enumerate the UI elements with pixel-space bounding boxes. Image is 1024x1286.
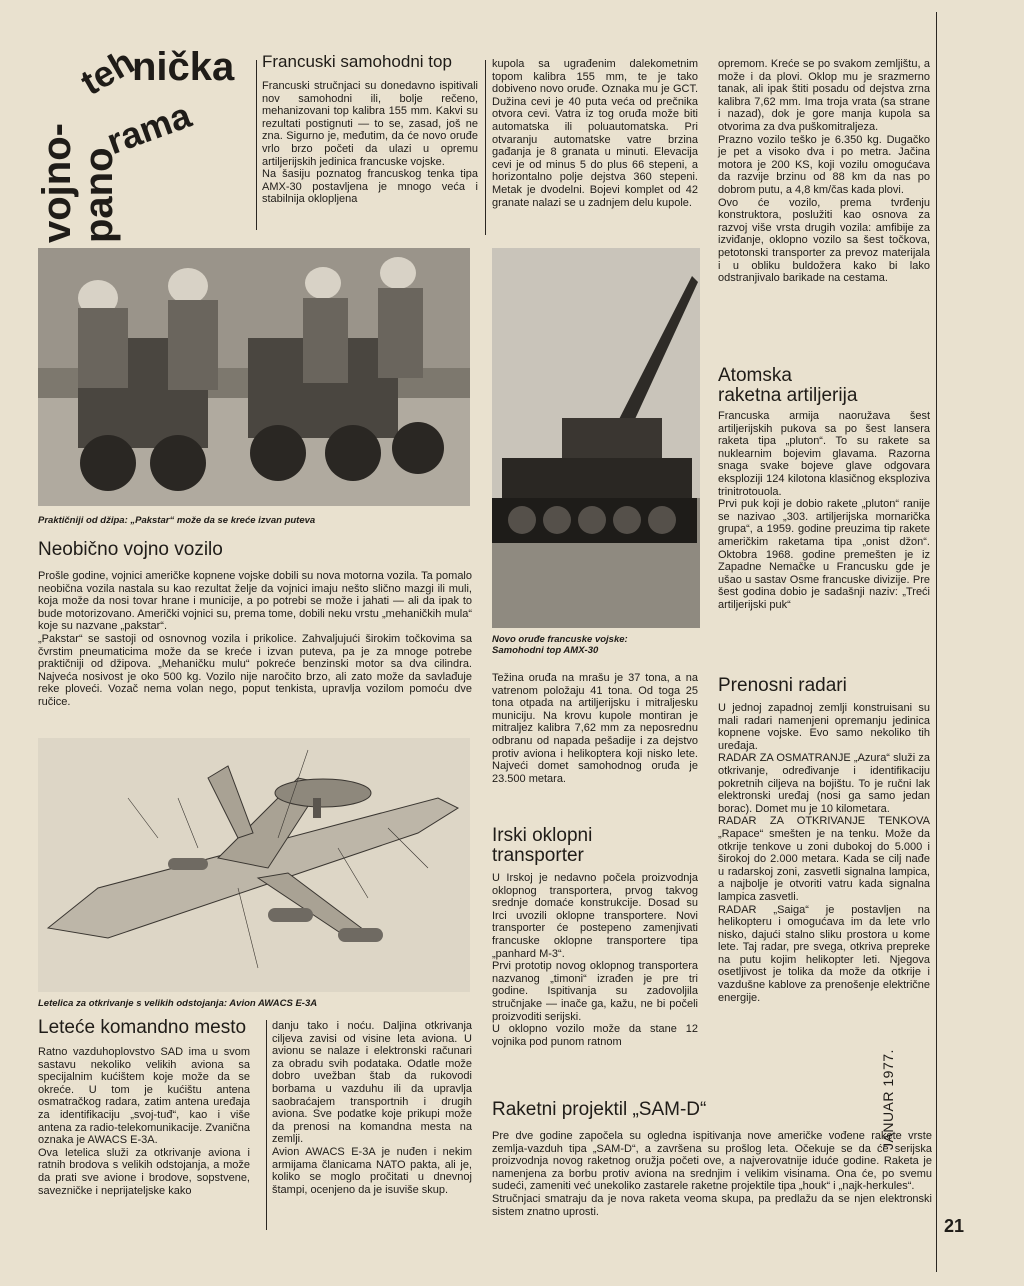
column-divider-3 (266, 1020, 267, 1230)
amx30-caption: Novo oruđe francuske vojske: Samohodni top AMX-30 (492, 634, 628, 656)
svg-text:teh: teh (73, 40, 141, 103)
right-top-text: opremom. Kreće se po svakom zemljištu, a može i da plovi. Oklop mu je srazmerno tanak, ali ipak štiti posadu od dejstva zrna kalibra 7,62 mm. Ima troja vrata (sa strane i nazad), dok je gore manja kupola sa otvorima za dva puškomitraljeza. Prazno vozilo teško je 6.350 kg. Dugačko je pet a visoko dva i po metra. Jačina motora je 200 KS, koji vozilu omogućava da razvije brzinu od 88 km da nas po dobrom putu, a 4,8 km/čas kada plovi. Ovo će vozilo, prema tvrđenju konstruktora, poslužiti kao osnova za razvoj više vrsta drugih vozila: amfibije za izviđanje, oklopno vozilo sa šest točkova, petotonski transporter za prevoz materijala i u obliku buldožera kako bi lako odstranjivalo barikade na cestama. (718, 58, 930, 285)
samohodni-title: Francuski samohodni top (262, 52, 452, 71)
column-divider-1 (256, 60, 257, 230)
vozilo-title: Neobično vojno vozilo (38, 539, 223, 560)
awacs-caption: Letelica za otkrivanje s velikih odstojanja: Avion AWACS E-3A (38, 998, 318, 1009)
awacs-title: Leteće komandno mesto (38, 1017, 247, 1038)
irski-title: Irski oklopni transporter (492, 825, 593, 866)
samohodni-col1: Francuski stručnjaci su donedavno ispitivali nov samohodni ili, bolje rečeno, mehanizovani top kalibra 155 mm. Kakvi su rezultati postignuti — to se, zasad, još ne zna. Sigurno je, međutim, da će novo oruđe vrlo brzo početi da ulazi u opremu artiljerijskih jedinica francuske vojske. Na šasiju poznatog francuskog tenka tipa AMX-30 postavljena je mnogo veća i stabilnija oklopljena (262, 80, 478, 206)
amx30-photo (492, 248, 700, 628)
svg-text:pano: pano (77, 147, 121, 243)
awacs-col1: Ratno vazduhoplovstvo SAD ima u svom sastavu nekoliko velikih aviona sa specijalnim kućištem koje može da se okreće. U tom je kućištu antena osmatračkog radara, zatim antena uređaja za identifikaciju „svoj-tuđ“, kao i više antena za radio-telekomunikacije. Zvanična oznaka je AWACS E-3A. Ova letelica služi za otkrivanje aviona i ratnih brodova s velikih odstojanja, a može da prati sve avione i brodove, sopstvene, savezničke i neprijateljske kako (38, 1046, 250, 1197)
column-divider-2 (485, 60, 486, 235)
svg-text:vojno-: vojno- (35, 123, 79, 243)
pakstar-photo (38, 248, 470, 506)
pakstar-caption: Praktičniji od džipa: „Pakstar“ može da se kreće izvan puteva (38, 515, 316, 526)
awacs-col2: danju tako i noću. Daljina otkrivanja ciljeva zavisi od visine leta aviona. U avionu se nalaze i elektronski računari za obradu svih podataka. Odatle može dobro uvežban štab da rukovodi borbama u vazduhu ili da upravlja saobraćajem transportnih i drugih aviona. Sve podatke koje prikupi može da prenosi na komandna mesta na zemlji. Avion AWACS E-3A je nuđen i nekim armijama članicama NATO pakta, ali je, koliko se moglo pročitati u dnevnoj štampi, ocenjeno da je isuviše skup. (272, 1020, 472, 1196)
svg-text:rama: rama (101, 94, 197, 163)
masthead-logo (34, 40, 235, 248)
vozilo-body: Prošle godine, vojnici američke kopnene vojske dobili su nova motorna vozila. Ta pomalo neobična vozila nastala su kao rezultat želje da vojnici imaju nešto slično mazgi ili muli, koja može da nosi tovar hrane i municije, a po potrebi se može i jahati — ali da ipak to bude motorizovano. Američki vojnici su, prema tome, dobili neku vrstu „mehaničkih mula“ koje su nazvane „pakstar“. „Pakstar“ se sastoji od osnovnog vozila i prikolice. Zahvaljujući širokim točkovima sa čvrstim pneumaticima može da se kreće i izvan puteva, pa je za mnoge potrebe praktičniji od džipova. „Mehaničku mulu“ pokreće benzinski motor sa dva cilindra. Najveća nosivost je oko 500 kg. Vozilo nije naročito brzo, ali zato može da savlađuje reke ploveći. Vozač nema volan nego, poput tenkista, upravlja vozilom pomoću dve ručice. (38, 570, 472, 708)
page-edge-rule (936, 12, 937, 1272)
awacs-illustration (38, 738, 470, 992)
atomska-title: Atomska raketna artiljerija (718, 365, 858, 406)
svg-text:nička: nička (132, 45, 235, 89)
page-number: 21 (944, 1216, 965, 1236)
atomska-body: Francuska armija naoružava šest artiljerijskih pukova sa po šest lansera raketa tipa „pluton“. To su rakete sa nuklearnim bojevim glavama. Razorna snaga svake bojeve glave odgovara eksploziji 124 kilotona klasičnog eksploziva trinitrotouola. Prvi puk koji je dobio rakete „pluton“ ranije se nazivao „303. artiljerijska mornarička grupa“, a 1959. godine preuzima tip rakete američkim raketama tipa „onist džon“. Oktobra 1968. godine premešten je iz Zapadne Nemačke u Francusku gde je ušao u sastav Osme francuske divizije. Pre šest godina dobio je sadašnji naziv: „Treći artiljerijski puk“ (718, 410, 930, 611)
irski-body: U Irskoj je nedavno počela proizvodnja oklopnog transportera, prvog takvog srednje domaće konstrukcije. Dosad su Irci uvozili oklopne transportere. Novi transporter će postepeno zamenjivati francuske oklopne transportere tipa „panhard M-3“. Prvi prototip novog oklopnog transportera nazvanog „timoni“ izrađen je pre tri godine. Ispitivanja su zadovoljila stručnjake — inače ga, kažu, ne bi počeli proizvoditi serijski. U oklopno vozilo može da stane 12 vojnika pod punom ratnom (492, 872, 698, 1048)
samd-title: Raketni projektil „SAM-D“ (492, 1099, 707, 1120)
radari-title: Prenosni radari (718, 675, 847, 696)
radari-body: U jednoj zapadnoj zemlji konstruisani su mali radari namenjeni opremanju jedinica kopnene vojske. Evo samo nekoliko tih uređaja. RADAR ZA OSMATRANJE „Azura“ služi za otkrivanje, određivanje i identifikaciju pokretnih ciljeva na bojištu. To je ručni lak elektronski uređaj (nosi ga samo jedan borac). Domet mu je 10 kilometara. RADAR ZA OTKRIVANJE TENKOVA „Rapace“ smešten je na tenku. Može da otkrije tenkove u zoni dubokoj do 5.000 i širokoj do 2.000 metara. Kada se cilj nađe u radarskoj zoni, zasvetli signalna lampica, a najbolje je otvoriti vatru kada signalna lampica zasvetli. RADAR „Saiga“ je postavljen na helikopteru i omogućava im da lete vrlo nisko, dajući stalno sliku prostora u kome lete. Taj radar, pre svega, otkriva prepreke na putu kojim helikopter leti. Njegova osetljivost je tolika da može da otkrije i vazdušne kablove za prenošenje električne energije. (718, 702, 930, 1004)
issue-date: JANUAR 1977. (880, 1049, 896, 1150)
samohodni-col2: kupola sa ugrađenim dalekometnim topom kalibra 155 mm, te je tako dobiveno novo oruđe. Oznaka mu je GCT. Dužina cevi je 40 puta veća od prečnika otvora cevi. Vatra iz tog oruđa može biti automatska ili poluautomatska. Pri otvaranju automatske vatre brzina gađanja je 8 granata u minuti. Elevacija cevi je od minus 5 do plus 66 stepeni, a horizontalno polje dejstva 360 stepeni. Metak je dvodelni. Bojevi komplet od 42 granate nalazi se u zadnjem delu kupole. (492, 58, 698, 209)
samohodni-col3: Težina oruđa na mrašu je 37 tona, a na vatrenom položaju 41 tona. Od toga 25 tona otpada na artiljerijsku i mitraljesku municiju. Na krovu kupole montiran je mitraljez kalibra 7,62 mm za neposrednu odbranu od napada pešadije i za dejstvo protiv aviona i helikoptera koji nisko lete. Najveći domet samohodnog oruđa je 23.500 metara. (492, 672, 698, 785)
samd-body: Pre dve godine započela su ogledna ispitivanja nove američke vođene rakete vrste zemlja-vazduh tipa „SAM-D“, a završena su prošlog leta. Očekuje se da će serijska proizvodnja novog raketnog oružja početi ove, a najverovatnije iduće godine. Raketa je namenjena za borbu protiv aviona na srednjim i velikim visinama. Ona će, po svemu sudeći, zameniti već unekoliko zastarele raketne projektile tipa „houk“ i „najk-herkules“. Stručnjaci smatraju da je nova raketa veoma skupa, pa predlažu da se njen elektronski sistem znatno uprosti. (492, 1130, 932, 1218)
